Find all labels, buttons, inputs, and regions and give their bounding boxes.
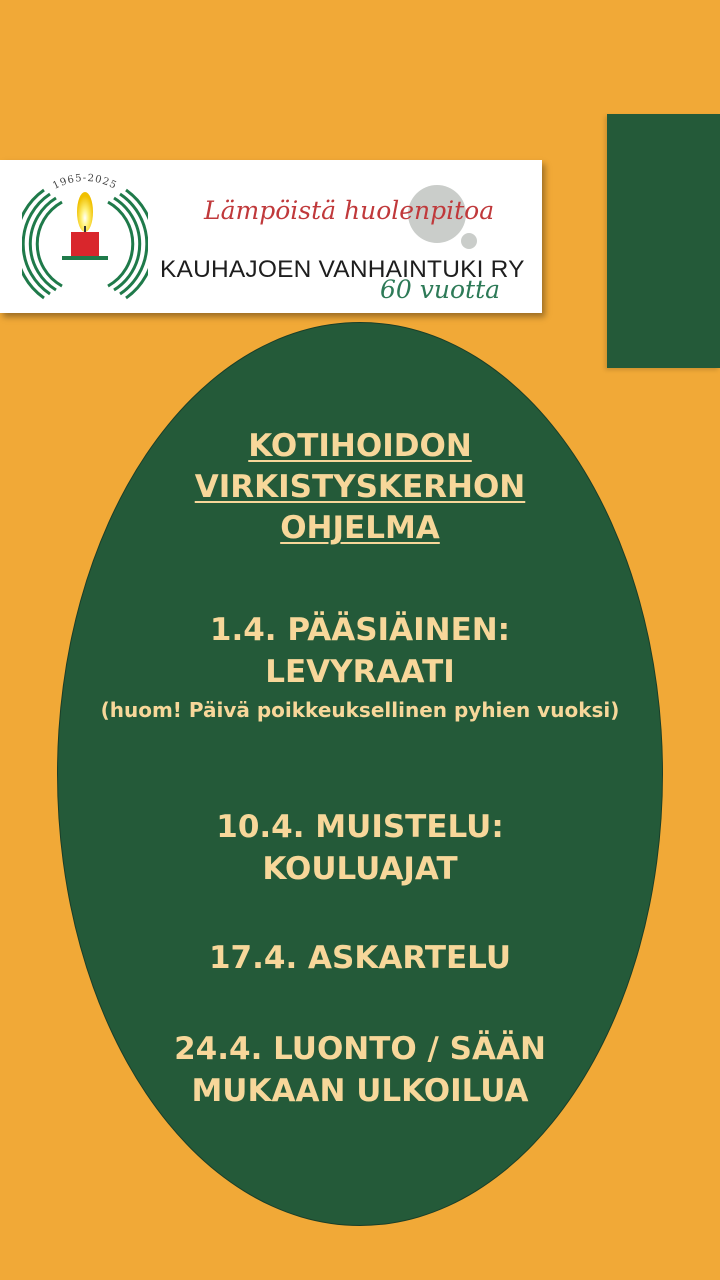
program-event [80, 806, 640, 890]
event-line: MUKAAN ULKOILUA [191, 1073, 529, 1109]
anniversary-text: 60 vuotta [380, 275, 501, 304]
decorative-green-block [607, 114, 720, 368]
event-line: KOULUAJAT [262, 851, 458, 887]
program-event [80, 609, 640, 693]
logo-slogan: Lämpöistä huolenpitoa [204, 196, 495, 225]
logo-banner [0, 160, 542, 313]
event-line: 24.4. LUONTO / SÄÄN [174, 1031, 546, 1067]
program-title-line: KOTIHOIDON [248, 428, 472, 464]
decorative-bubble-small [461, 233, 477, 249]
program-title-line: OHJELMA [280, 510, 440, 546]
event-note: (huom! Päivä poikkeuksellinen pyhien vuoksi) [100, 698, 620, 722]
event-line: LEVYRAATI [265, 654, 455, 690]
svg-text:1965-2025 [51, 173, 119, 192]
event-line: 17.4. ASKARTELU [208, 940, 511, 976]
candle-emblem-logo [22, 168, 148, 304]
program-event [80, 937, 640, 979]
logo-years: 1965-2025 [51, 172, 119, 192]
event-line: 10.4. MUISTELU: [216, 809, 504, 845]
event-line: 1.4. PÄÄSIÄINEN: [209, 612, 511, 648]
program-title [80, 426, 640, 549]
organization-name: KAUHAJOEN VANHAINTUKI RY [160, 256, 525, 283]
program-title-line: VIRKISTYSKERHON [194, 469, 526, 505]
program-event [80, 1028, 640, 1112]
